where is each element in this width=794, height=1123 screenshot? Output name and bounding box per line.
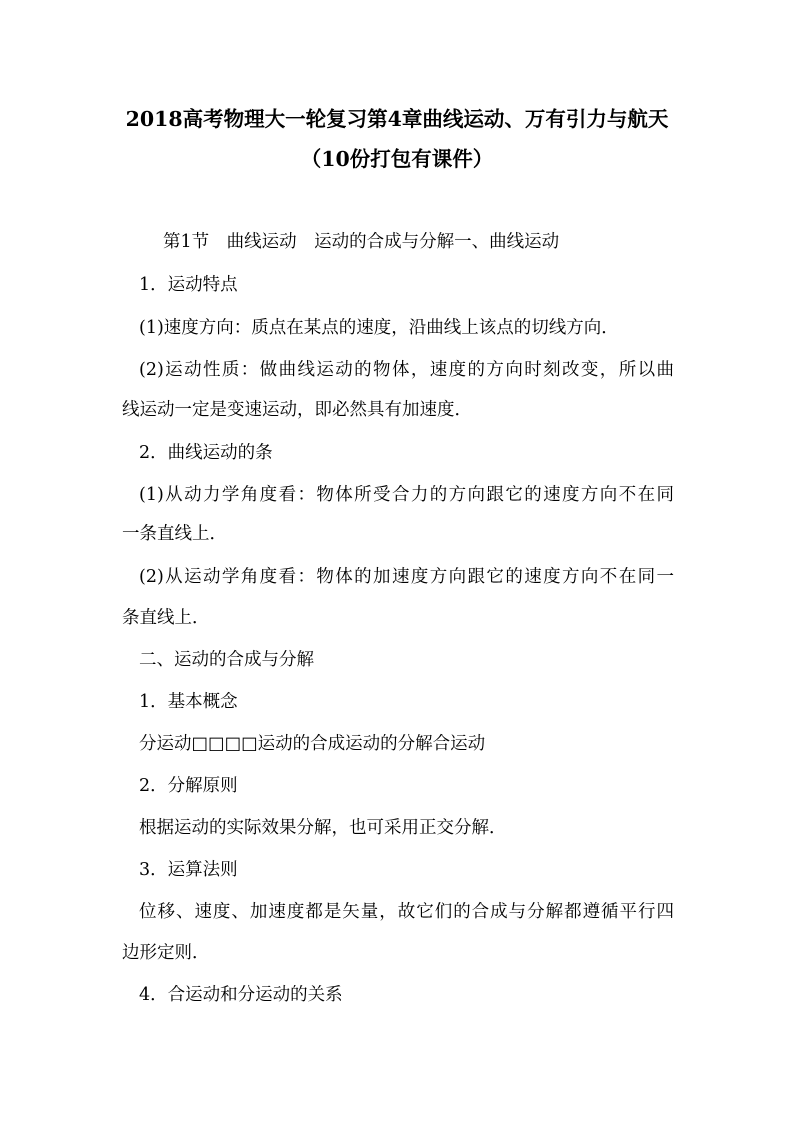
subheading-decomposition-principle: 2．分解原则 — [139, 776, 238, 796]
subheading-basic-concepts: 1．基本概念 — [139, 692, 238, 712]
paragraph-dynamics-view: (1)从动力学角度看：物体所受合力的方向跟它的速度方向不在同 — [139, 485, 674, 505]
paragraph-velocity-direction: (1)速度方向：质点在某点的速度，沿曲线上该点的切线方向． — [139, 318, 619, 338]
document-title: 2018高考物理大一轮复习第4章曲线运动、万有引力与航天 — [125, 107, 669, 131]
document-subtitle: （10份打包有课件） — [300, 147, 494, 171]
paragraph-motion-nature-cont: 线运动一定是变速运动，即必然具有加速度． — [122, 400, 472, 420]
paragraph-kinematics-view: (2)从运动学角度看：物体的加速度方向跟它的速度方向不在同一 — [139, 567, 674, 587]
paragraph-operation-rules-cont: 边形定则． — [122, 943, 210, 963]
subheading-conditions: 2．曲线运动的条 — [139, 443, 273, 463]
subheading-relationship: 4．合运动和分运动的关系 — [139, 985, 343, 1005]
paragraph-basic-concepts: 分运动□□□□运动的合成运动的分解合运动 — [139, 734, 486, 754]
subheading-motion-characteristics: 1．运动特点 — [139, 275, 238, 295]
paragraph-decomposition-principle: 根据运动的实际效果分解，也可采用正交分解． — [139, 818, 507, 838]
paragraph-kinematics-view-cont: 条直线上． — [122, 608, 210, 628]
subheading-operation-rules: 3．运算法则 — [139, 860, 238, 880]
section-heading: 第1节 曲线运动 运动的合成与分解一、曲线运动 — [163, 232, 560, 252]
paragraph-dynamics-view-cont: 一条直线上． — [122, 524, 227, 544]
paragraph-operation-rules: 位移、速度、加速度都是矢量，故它们的合成与分解都遵循平行四 — [139, 902, 674, 922]
paragraph-motion-nature: (2)运动性质：做曲线运动的物体，速度的方向时刻改变，所以曲 — [139, 360, 674, 380]
section-heading-composition: 二、运动的合成与分解 — [139, 650, 314, 670]
